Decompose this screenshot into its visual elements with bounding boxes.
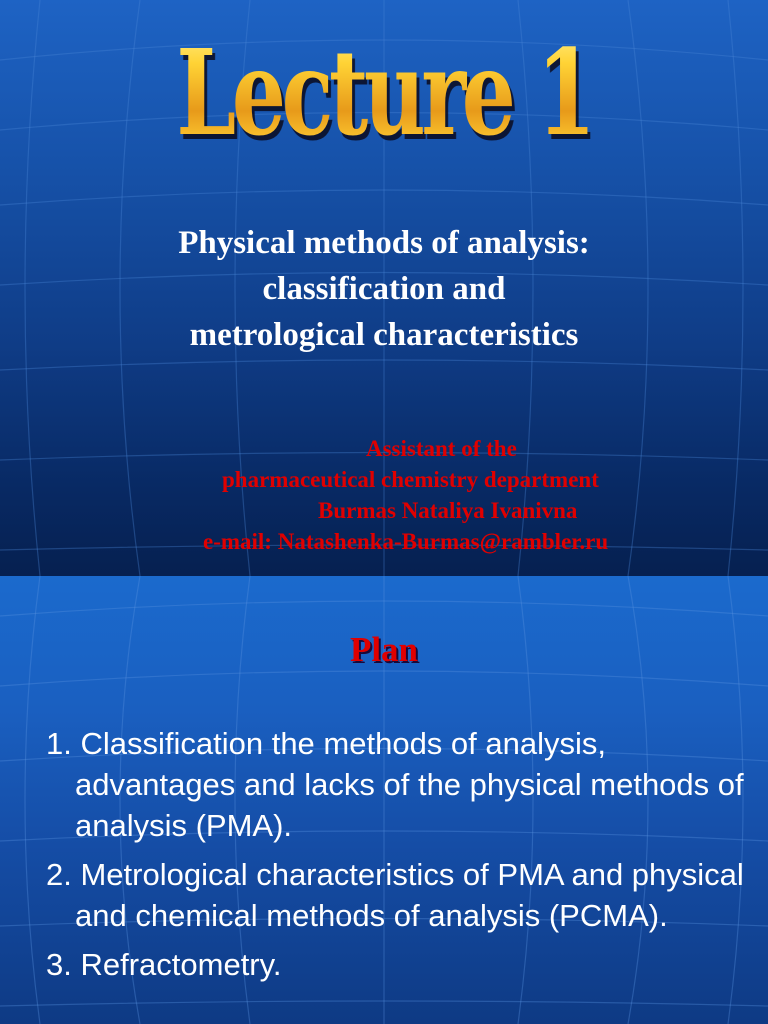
plan-slide — [0, 576, 768, 1024]
author-department: pharmaceutical chemistry department — [222, 467, 599, 492]
subtitle-line: classification and — [262, 271, 506, 307]
list-item: 3. Refractometry. — [46, 947, 282, 982]
author-block — [200, 433, 740, 557]
subtitle-line: Physical methods of analysis: — [178, 225, 590, 261]
plan-list — [46, 723, 746, 993]
lecture-subtitle — [0, 220, 768, 358]
list-item: 1. Classification the methods of analysis, advantages and lacks of the physical methods of analysis (PMA). — [46, 726, 744, 843]
subtitle-line: metrological characteristics — [189, 317, 579, 353]
author-email: e-mail: Natashenka-Burmas@rambler.ru — [203, 529, 609, 554]
list-item: 2. Metrological characteristics of PMA and physical and chemical methods of analysis (PCMA). — [46, 857, 744, 933]
plan-title: Plan — [349, 630, 419, 669]
lecture-title: Lecture 1 — [108, 18, 661, 168]
author-position: Assistant of the — [366, 436, 517, 461]
author-name: Burmas Nataliya Ivanivna — [318, 498, 578, 523]
